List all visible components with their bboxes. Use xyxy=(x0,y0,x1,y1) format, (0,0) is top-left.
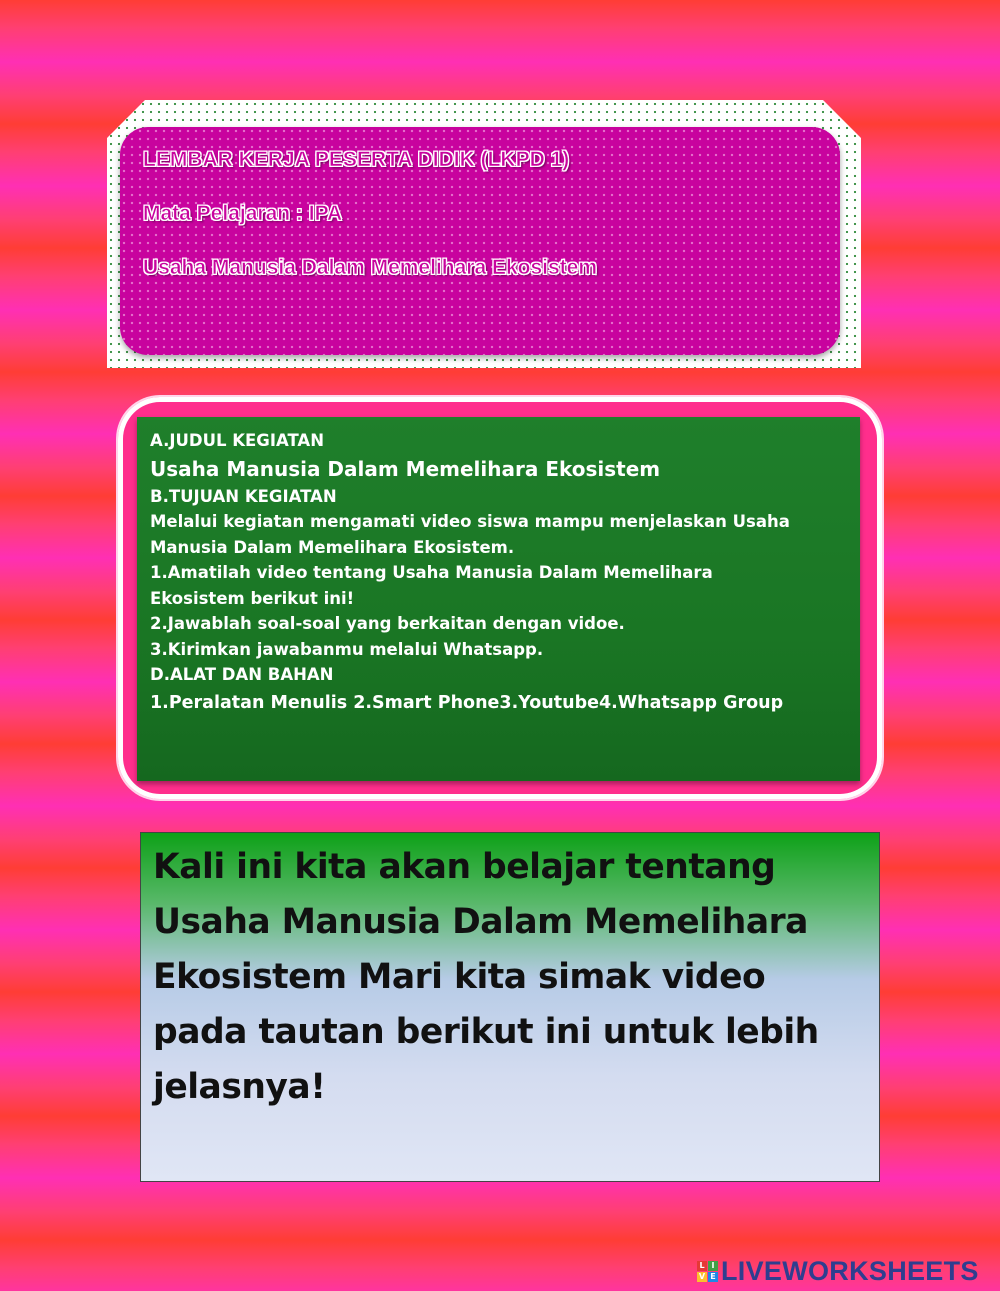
message-line: Usaha Manusia Dalam Memelihara xyxy=(153,902,808,942)
message-line: Ekosistem Mari kita simak video xyxy=(153,957,766,997)
message-line: Kali ini kita akan belajar tentang xyxy=(153,847,776,887)
message-text xyxy=(153,840,873,1115)
section-d-heading: D.ALAT DAN BAHAN xyxy=(150,665,334,684)
worksheet-title: LEMBAR KERJA PESERTA DIDIK (LKPD 1) xyxy=(143,148,570,171)
liveworksheets-watermark[interactable] xyxy=(697,1256,979,1286)
topic-label: Usaha Manusia Dalam Memelihara Ekosistem xyxy=(143,256,598,279)
objective-line: Manusia Dalam Memelihara Ekosistem. xyxy=(150,537,515,557)
section-a-heading: A.JUDUL KEGIATAN xyxy=(150,431,325,450)
liveworksheets-logo-icon xyxy=(697,1261,718,1282)
activity-content xyxy=(150,428,850,718)
message-line: jelasnya! xyxy=(153,1067,326,1107)
section-b-heading: B.TUJUAN KEGIATAN xyxy=(150,486,337,506)
objective-line: 2.Jawablah soal-soal yang berkaitan dengan vidoe. xyxy=(150,614,625,633)
objective-line: 3.Kirimkan jawabanmu melalui Whatsapp. xyxy=(150,639,544,659)
objective-line: 1.Amatilah video tentang Usaha Manusia Dalam Memelihara xyxy=(150,563,713,582)
logo-letter: L xyxy=(697,1261,707,1271)
objective-line: Melalui kegiatan mengamati video siswa mampu menjelaskan Usaha xyxy=(150,512,790,531)
tools-list: 1.Peralatan Menulis 2.Smart Phone3.Youtube4.Whatsapp Group xyxy=(150,692,784,713)
logo-letter: E xyxy=(708,1272,718,1282)
objective-line: Ekosistem berikut ini! xyxy=(150,588,355,608)
logo-letter: V xyxy=(698,1271,706,1281)
message-line: pada tautan berikut ini untuk lebih xyxy=(153,1012,819,1052)
logo-letter: I xyxy=(708,1261,718,1271)
activity-title: Usaha Manusia Dalam Memelihara Ekosistem xyxy=(150,456,661,481)
watermark-text: LIVEWORKSHEETS xyxy=(721,1255,979,1286)
subject-label: Mata Pelajaran : IPA xyxy=(143,202,343,225)
